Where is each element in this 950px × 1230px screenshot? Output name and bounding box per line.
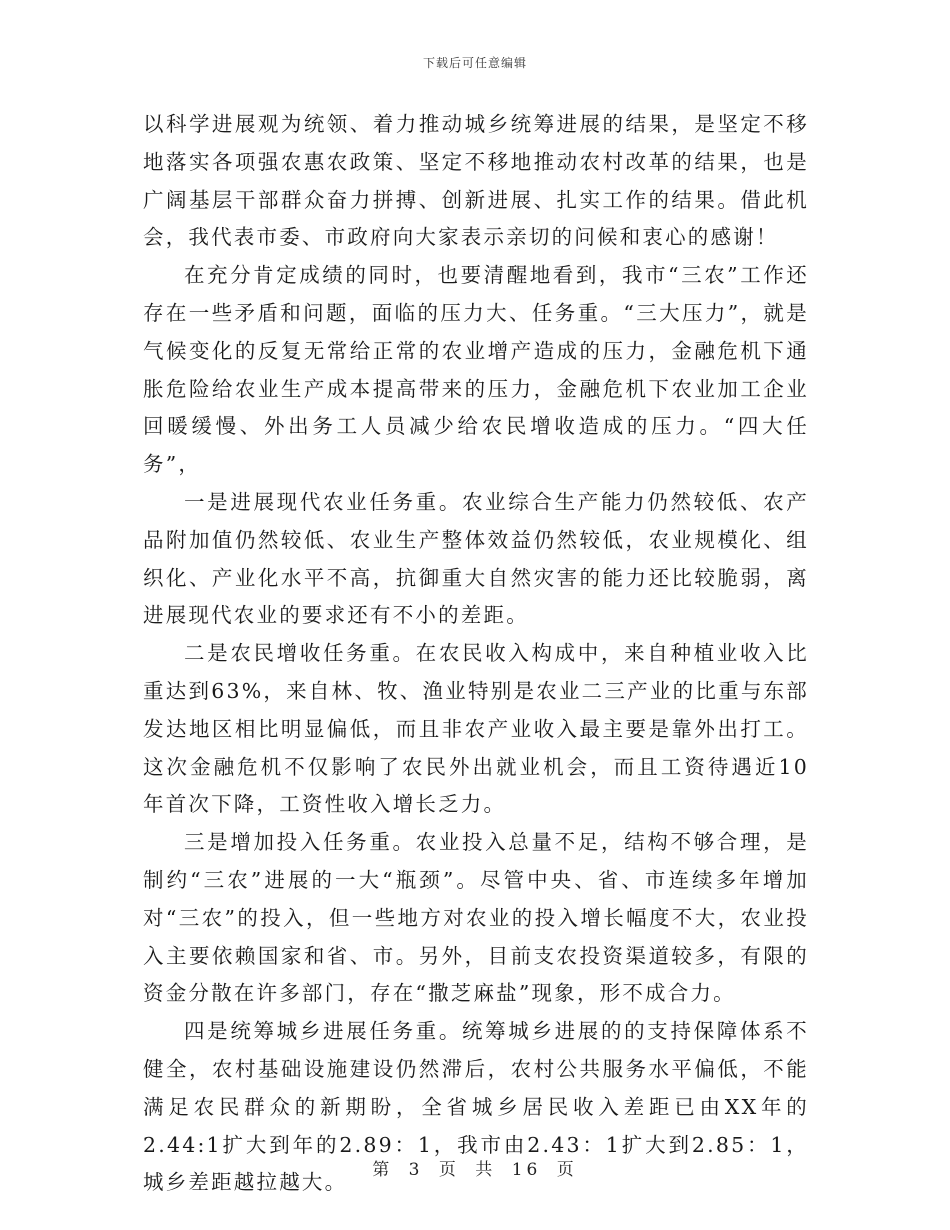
paragraph-2: 在充分肯定成绩的同时，也要清醒地看到，我市“三农”工作还存在一些矛盾和问题，面临的压力大、任务重。“三大压力”，就是气候变化的反复无常给正常的农业增产造成的压力，金融危机下通胀危险给农业生产成本提高带来的压力，金融危机下农业加工企业回暖缓慢、外出务工人员减少给农民增收造成的压力。“四大任务”， <box>143 263 809 477</box>
document-body <box>143 106 809 1202</box>
page-number-footer: 第 3 页 共 16 页 <box>372 1160 578 1180</box>
paragraph-5: 三是增加投入任务重。农业投入总量不足，结构不够合理，是制约“三农”进展的一大“瓶颈”。尽管中央、省、市连续多年增加对“三农”的投入，但一些地方对农业的投入增长幅度不大，农业投入主要依赖国家和省、市。另外，目前支农投资渠道较多，有限的资金分散在许多部门，存在“撒芝麻盐”现象，形不成合力。 <box>143 830 809 1006</box>
paragraph-1: 以科学进展观为统领、着力推动城乡统筹进展的结果，是坚定不移地落实各项强农惠农政策、坚定不移地推动农村改革的结果，也是广阔基层干部群众奋力拼搏、创新进展、扎实工作的结果。借此机会，我代表市委、市政府向大家表示亲切的问候和衷心的感谢！ <box>143 112 809 250</box>
page-header: 下载后可任意编辑 <box>422 56 527 70</box>
paragraph-3: 一是进展现代农业任务重。农业综合生产能力仍然较低、农产品附加值仍然较低、农业生产整体效益仍然较低，农业规模化、组织化、产业化水平不高，抗御重大自然灾害的能力还比较脆弱，离进展现代农业的要求还有不小的差距。 <box>143 489 809 628</box>
paragraph-6: 四是统筹城乡进展任务重。统筹城乡进展的的支持保障体系不健全，农村基础设施建设仍然滞后，农村公共服务水平偏低，不能满足农民群众的新期盼，全省城乡居民收入差距已由XX年的2.44:1扩大到年的2.89：1，我市由2.43：1扩大到2.85：1，城乡差距越拉越大。 <box>143 1019 809 1195</box>
paragraph-4: 二是农民增收任务重。在农民收入构成中，来自种植业收入比重达到63%，来自林、牧、渔业特别是农业二三产业的比重与东部发达地区相比明显偏低，而且非农产业收入最主要是靠外出打工。这次金融危机不仅影响了农民外出就业机会，而且工资待遇近10年首次下降，工资性收入增长乏力。 <box>143 641 809 817</box>
